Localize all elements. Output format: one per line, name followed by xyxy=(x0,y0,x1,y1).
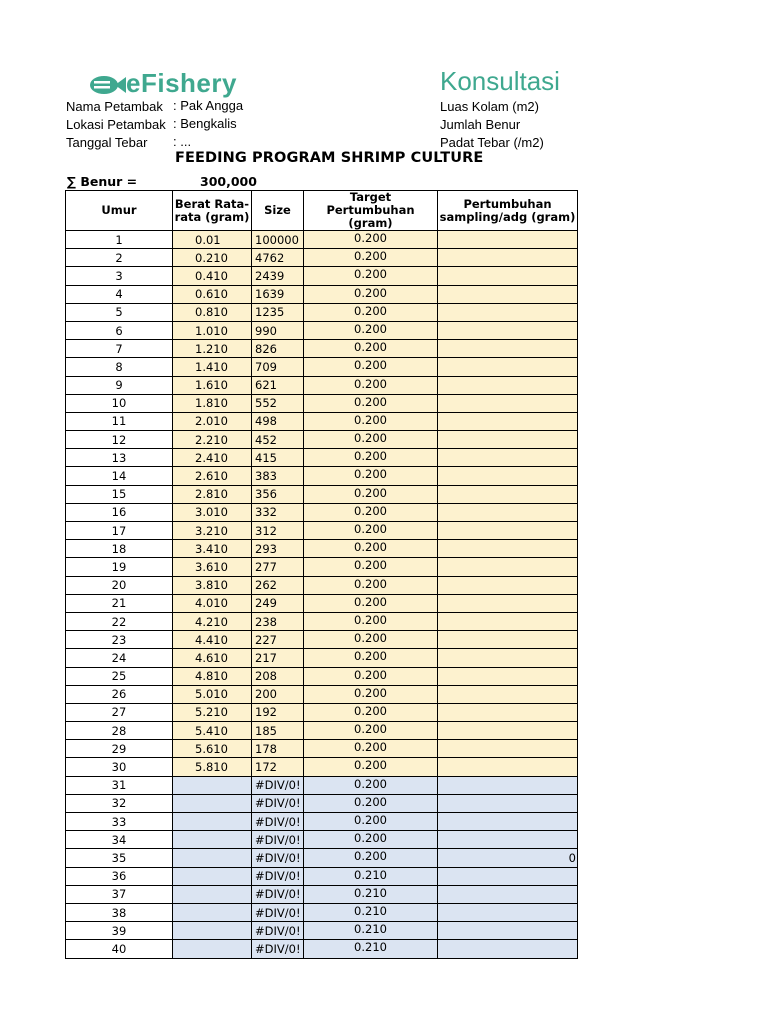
cell-size[interactable]: 1639 xyxy=(252,285,304,303)
cell-berat[interactable] xyxy=(173,776,252,794)
table-row xyxy=(66,376,578,394)
logo-text: eFishery xyxy=(126,68,237,98)
cell-berat[interactable]: 0.610 xyxy=(173,285,252,303)
table-row xyxy=(66,249,578,267)
info-value-nama: : Pak Angga xyxy=(173,98,244,113)
cell-sampling[interactable] xyxy=(438,667,578,685)
cell-sampling[interactable] xyxy=(438,394,578,412)
cell-berat[interactable]: 2.410 xyxy=(173,449,252,467)
cell-size[interactable]: #DIV/0! xyxy=(252,813,304,831)
table-row xyxy=(66,722,578,740)
cell-sampling[interactable] xyxy=(438,831,578,849)
cell-sampling[interactable] xyxy=(438,612,578,630)
cell-sampling[interactable] xyxy=(438,449,578,467)
cell-target[interactable]: 0.200 xyxy=(304,758,438,776)
fish-logo-icon xyxy=(88,70,128,100)
cell-berat[interactable]: 3.210 xyxy=(173,522,252,540)
cell-target[interactable]: 0.200 xyxy=(304,249,438,267)
cell-sampling[interactable] xyxy=(438,649,578,667)
cell-berat[interactable] xyxy=(173,849,252,867)
table-row xyxy=(66,503,578,521)
table-row xyxy=(66,612,578,630)
cell-umur: 25 xyxy=(66,667,173,685)
feeding-table xyxy=(65,190,578,959)
cell-berat[interactable]: 3.610 xyxy=(173,558,252,576)
table-row xyxy=(66,867,578,885)
table-body xyxy=(66,231,578,959)
info-label-tanggal: Tanggal Tebar xyxy=(66,135,148,150)
cell-umur: 29 xyxy=(66,740,173,758)
cell-berat[interactable]: 1.210 xyxy=(173,340,252,358)
cell-berat[interactable] xyxy=(173,813,252,831)
cell-umur: 18 xyxy=(66,540,173,558)
cell-sampling[interactable] xyxy=(438,321,578,339)
cell-umur: 5 xyxy=(66,303,173,321)
benur-value: 300,000 xyxy=(200,174,257,189)
cell-sampling[interactable] xyxy=(438,922,578,940)
cell-berat[interactable]: 0.210 xyxy=(173,249,252,267)
table-row xyxy=(66,576,578,594)
cell-target[interactable]: 0.200 xyxy=(304,667,438,685)
table-row xyxy=(66,631,578,649)
cell-target[interactable]: 0.210 xyxy=(304,903,438,921)
cell-berat[interactable] xyxy=(173,867,252,885)
cell-umur: 34 xyxy=(66,831,173,849)
cell-sampling[interactable] xyxy=(438,267,578,285)
cell-size[interactable]: 826 xyxy=(252,340,304,358)
cell-umur: 33 xyxy=(66,813,173,831)
cell-target[interactable]: 0.200 xyxy=(304,285,438,303)
cell-umur: 35 xyxy=(66,849,173,867)
cell-size[interactable]: 415 xyxy=(252,449,304,467)
table-row xyxy=(66,394,578,412)
cell-target[interactable]: 0.200 xyxy=(304,358,438,376)
cell-berat[interactable]: 4.010 xyxy=(173,594,252,612)
cell-size[interactable]: 2439 xyxy=(252,267,304,285)
cell-target[interactable]: 0.200 xyxy=(304,576,438,594)
header-berat: Berat Rata-rata (gram) xyxy=(173,191,252,231)
cell-umur: 15 xyxy=(66,485,173,503)
table-row xyxy=(66,885,578,903)
cell-sampling[interactable] xyxy=(438,594,578,612)
table-row xyxy=(66,649,578,667)
cell-target[interactable]: 0.200 xyxy=(304,831,438,849)
cell-size[interactable]: #DIV/0! xyxy=(252,794,304,812)
cell-berat[interactable]: 3.410 xyxy=(173,540,252,558)
cell-berat[interactable] xyxy=(173,885,252,903)
table-row xyxy=(66,594,578,612)
cell-umur: 3 xyxy=(66,267,173,285)
table-row xyxy=(66,776,578,794)
table-row xyxy=(66,485,578,503)
cell-target[interactable]: 0.200 xyxy=(304,685,438,703)
cell-umur: 36 xyxy=(66,867,173,885)
cell-target[interactable]: 0.200 xyxy=(304,794,438,812)
cell-size[interactable]: 4762 xyxy=(252,249,304,267)
table-row xyxy=(66,831,578,849)
cell-sampling[interactable] xyxy=(438,358,578,376)
cell-sampling[interactable] xyxy=(438,722,578,740)
cell-berat[interactable]: 1.410 xyxy=(173,358,252,376)
cell-berat[interactable]: 2.610 xyxy=(173,467,252,485)
cell-size[interactable]: #DIV/0! xyxy=(252,885,304,903)
cell-target[interactable]: 0.200 xyxy=(304,431,438,449)
cell-sampling[interactable] xyxy=(438,576,578,594)
page-title: FEEDING PROGRAM SHRIMP CULTURE xyxy=(175,150,484,166)
cell-umur: 32 xyxy=(66,794,173,812)
cell-umur: 26 xyxy=(66,685,173,703)
cell-size[interactable]: #DIV/0! xyxy=(252,831,304,849)
cell-umur: 20 xyxy=(66,576,173,594)
cell-target[interactable]: 0.200 xyxy=(304,503,438,521)
cell-umur: 11 xyxy=(66,412,173,430)
cell-target[interactable]: 0.200 xyxy=(304,267,438,285)
table-row xyxy=(66,467,578,485)
cell-target[interactable]: 0.210 xyxy=(304,922,438,940)
cell-target[interactable]: 0.200 xyxy=(304,722,438,740)
cell-target[interactable]: 0.200 xyxy=(304,849,438,867)
info-luas-kolam: Luas Kolam (m2) xyxy=(440,99,539,114)
cell-sampling[interactable] xyxy=(438,813,578,831)
table-row xyxy=(66,340,578,358)
header-umur: Umur xyxy=(66,191,173,231)
cell-target[interactable]: 0.200 xyxy=(304,740,438,758)
cell-sampling[interactable] xyxy=(438,485,578,503)
cell-sampling[interactable] xyxy=(438,249,578,267)
cell-size[interactable]: #DIV/0! xyxy=(252,776,304,794)
cell-umur: 27 xyxy=(66,703,173,721)
cell-target[interactable]: 0.200 xyxy=(304,303,438,321)
cell-sampling[interactable] xyxy=(438,758,578,776)
table-row xyxy=(66,285,578,303)
cell-size[interactable]: #DIV/0! xyxy=(252,849,304,867)
cell-size[interactable]: 498 xyxy=(252,412,304,430)
cell-sampling[interactable] xyxy=(438,740,578,758)
cell-umur: 23 xyxy=(66,631,173,649)
cell-berat[interactable]: 1.810 xyxy=(173,394,252,412)
table-row xyxy=(66,558,578,576)
cell-sampling[interactable] xyxy=(438,867,578,885)
table-row xyxy=(66,685,578,703)
cell-berat[interactable]: 2.210 xyxy=(173,431,252,449)
cell-target[interactable]: 0.210 xyxy=(304,885,438,903)
cell-target[interactable]: 0.200 xyxy=(304,776,438,794)
table-row xyxy=(66,903,578,921)
cell-umur: 21 xyxy=(66,594,173,612)
table-row xyxy=(66,231,578,249)
cell-target[interactable]: 0.210 xyxy=(304,867,438,885)
cell-target[interactable]: 0.200 xyxy=(304,540,438,558)
cell-umur: 7 xyxy=(66,340,173,358)
cell-sampling[interactable] xyxy=(438,685,578,703)
info-padat-tebar: Padat Tebar (/m2) xyxy=(440,135,544,150)
cell-size[interactable]: 1235 xyxy=(252,303,304,321)
cell-berat[interactable] xyxy=(173,794,252,812)
cell-size[interactable]: 200 xyxy=(252,685,304,703)
cell-berat[interactable]: 0.01 xyxy=(173,231,252,249)
cell-target[interactable]: 0.200 xyxy=(304,376,438,394)
cell-size[interactable]: 192 xyxy=(252,703,304,721)
cell-sampling[interactable] xyxy=(438,285,578,303)
cell-berat[interactable]: 4.410 xyxy=(173,631,252,649)
cell-berat[interactable]: 5.810 xyxy=(173,758,252,776)
cell-berat[interactable]: 0.810 xyxy=(173,303,252,321)
benur-label: ∑ Benur = xyxy=(67,174,138,189)
cell-target[interactable]: 0.200 xyxy=(304,631,438,649)
cell-size[interactable]: #DIV/0! xyxy=(252,903,304,921)
cell-umur: 30 xyxy=(66,758,173,776)
cell-sampling[interactable] xyxy=(438,794,578,812)
cell-sampling[interactable] xyxy=(438,885,578,903)
info-value-lokasi: : Bengkalis xyxy=(173,116,237,131)
cell-berat[interactable]: 1.610 xyxy=(173,376,252,394)
cell-target[interactable]: 0.200 xyxy=(304,558,438,576)
cell-berat[interactable]: 5.410 xyxy=(173,722,252,740)
cell-sampling[interactable] xyxy=(438,340,578,358)
cell-target[interactable]: 0.200 xyxy=(304,612,438,630)
cell-target[interactable]: 0.200 xyxy=(304,412,438,430)
cell-sampling[interactable] xyxy=(438,467,578,485)
info-label-nama: Nama Petambak xyxy=(66,99,163,114)
cell-umur: 28 xyxy=(66,722,173,740)
cell-sampling[interactable] xyxy=(438,231,578,249)
table-row xyxy=(66,303,578,321)
table-row xyxy=(66,321,578,339)
info-jumlah-benur: Jumlah Benur xyxy=(440,117,521,132)
cell-sampling[interactable] xyxy=(438,376,578,394)
cell-berat[interactable]: 2.810 xyxy=(173,485,252,503)
cell-size[interactable]: 178 xyxy=(252,740,304,758)
cell-size[interactable]: 452 xyxy=(252,431,304,449)
cell-umur: 4 xyxy=(66,285,173,303)
header-target: Target Pertumbuhan (gram) xyxy=(304,191,438,231)
table-row xyxy=(66,794,578,812)
cell-berat[interactable]: 4.210 xyxy=(173,612,252,630)
cell-umur: 9 xyxy=(66,376,173,394)
cell-sampling[interactable] xyxy=(438,540,578,558)
cell-umur: 10 xyxy=(66,394,173,412)
cell-target[interactable]: 0.210 xyxy=(304,940,438,958)
cell-sampling[interactable] xyxy=(438,303,578,321)
cell-berat[interactable]: 2.010 xyxy=(173,412,252,430)
cell-berat[interactable]: 5.610 xyxy=(173,740,252,758)
header-sampling: Pertumbuhan sampling/adg (gram) xyxy=(438,191,578,231)
cell-size[interactable]: 312 xyxy=(252,522,304,540)
cell-size[interactable]: 249 xyxy=(252,594,304,612)
cell-berat[interactable] xyxy=(173,903,252,921)
cell-umur: 13 xyxy=(66,449,173,467)
cell-umur: 16 xyxy=(66,503,173,521)
cell-size[interactable]: 277 xyxy=(252,558,304,576)
konsultasi-heading: Konsultasi xyxy=(440,66,560,96)
cell-target[interactable]: 0.200 xyxy=(304,449,438,467)
cell-size[interactable]: 990 xyxy=(252,321,304,339)
table-row xyxy=(66,667,578,685)
table-row xyxy=(66,431,578,449)
cell-sampling[interactable] xyxy=(438,558,578,576)
table-row xyxy=(66,522,578,540)
cell-size[interactable]: #DIV/0! xyxy=(252,940,304,958)
cell-berat[interactable]: 5.010 xyxy=(173,685,252,703)
cell-size[interactable]: 356 xyxy=(252,485,304,503)
header-size: Size xyxy=(252,191,304,231)
cell-target[interactable]: 0.200 xyxy=(304,231,438,249)
cell-sampling[interactable] xyxy=(438,631,578,649)
cell-target[interactable]: 0.200 xyxy=(304,321,438,339)
cell-target[interactable]: 0.200 xyxy=(304,594,438,612)
cell-umur: 17 xyxy=(66,522,173,540)
cell-umur: 37 xyxy=(66,885,173,903)
cell-sampling[interactable] xyxy=(438,903,578,921)
cell-size[interactable]: 262 xyxy=(252,576,304,594)
cell-umur: 40 xyxy=(66,940,173,958)
cell-target[interactable]: 0.200 xyxy=(304,649,438,667)
cell-sampling[interactable] xyxy=(438,431,578,449)
table-row xyxy=(66,358,578,376)
cell-umur: 1 xyxy=(66,231,173,249)
cell-size[interactable]: 185 xyxy=(252,722,304,740)
cell-size[interactable]: 217 xyxy=(252,649,304,667)
cell-sampling[interactable] xyxy=(438,940,578,958)
table-row xyxy=(66,849,578,867)
cell-umur: 24 xyxy=(66,649,173,667)
cell-size[interactable]: 552 xyxy=(252,394,304,412)
cell-berat[interactable] xyxy=(173,922,252,940)
cell-umur: 12 xyxy=(66,431,173,449)
table-row xyxy=(66,703,578,721)
cell-target[interactable]: 0.200 xyxy=(304,813,438,831)
cell-size[interactable]: 621 xyxy=(252,376,304,394)
cell-umur: 2 xyxy=(66,249,173,267)
cell-umur: 6 xyxy=(66,321,173,339)
cell-target[interactable]: 0.200 xyxy=(304,467,438,485)
cell-sampling[interactable] xyxy=(438,412,578,430)
cell-size[interactable]: 383 xyxy=(252,467,304,485)
cell-size[interactable]: #DIV/0! xyxy=(252,867,304,885)
info-value-tanggal: : ... xyxy=(173,134,192,149)
info-label-lokasi: Lokasi Petambak xyxy=(66,117,166,132)
cell-size[interactable]: 208 xyxy=(252,667,304,685)
table-row xyxy=(66,940,578,958)
table-row xyxy=(66,267,578,285)
table-row xyxy=(66,449,578,467)
cell-target[interactable]: 0.200 xyxy=(304,703,438,721)
cell-umur: 8 xyxy=(66,358,173,376)
cell-sampling[interactable] xyxy=(438,503,578,521)
cell-umur: 31 xyxy=(66,776,173,794)
cell-berat[interactable]: 3.010 xyxy=(173,503,252,521)
cell-berat[interactable] xyxy=(173,831,252,849)
table-row xyxy=(66,740,578,758)
table-row xyxy=(66,813,578,831)
cell-sampling[interactable] xyxy=(438,703,578,721)
table-row xyxy=(66,540,578,558)
cell-size[interactable]: 172 xyxy=(252,758,304,776)
cell-berat[interactable]: 1.010 xyxy=(173,321,252,339)
cell-umur: 14 xyxy=(66,467,173,485)
cell-berat[interactable]: 0.410 xyxy=(173,267,252,285)
table-row xyxy=(66,412,578,430)
table-header-row xyxy=(66,191,578,231)
cell-size[interactable]: 709 xyxy=(252,358,304,376)
cell-target[interactable]: 0.200 xyxy=(304,485,438,503)
cell-size[interactable]: #DIV/0! xyxy=(252,922,304,940)
cell-size[interactable]: 227 xyxy=(252,631,304,649)
cell-sampling[interactable]: 0 xyxy=(438,849,578,867)
cell-umur: 38 xyxy=(66,903,173,921)
cell-size[interactable]: 332 xyxy=(252,503,304,521)
table-row xyxy=(66,922,578,940)
cell-berat[interactable]: 3.810 xyxy=(173,576,252,594)
cell-size[interactable]: 293 xyxy=(252,540,304,558)
cell-size[interactable]: 100000 xyxy=(252,231,304,249)
cell-sampling[interactable] xyxy=(438,522,578,540)
cell-berat[interactable]: 4.810 xyxy=(173,667,252,685)
cell-berat[interactable]: 5.210 xyxy=(173,703,252,721)
cell-target[interactable]: 0.200 xyxy=(304,394,438,412)
cell-umur: 19 xyxy=(66,558,173,576)
cell-umur: 22 xyxy=(66,612,173,630)
cell-berat[interactable] xyxy=(173,940,252,958)
cell-sampling[interactable] xyxy=(438,776,578,794)
cell-target[interactable]: 0.200 xyxy=(304,522,438,540)
cell-umur: 39 xyxy=(66,922,173,940)
table-row xyxy=(66,758,578,776)
cell-size[interactable]: 238 xyxy=(252,612,304,630)
cell-target[interactable]: 0.200 xyxy=(304,340,438,358)
cell-berat[interactable]: 4.610 xyxy=(173,649,252,667)
